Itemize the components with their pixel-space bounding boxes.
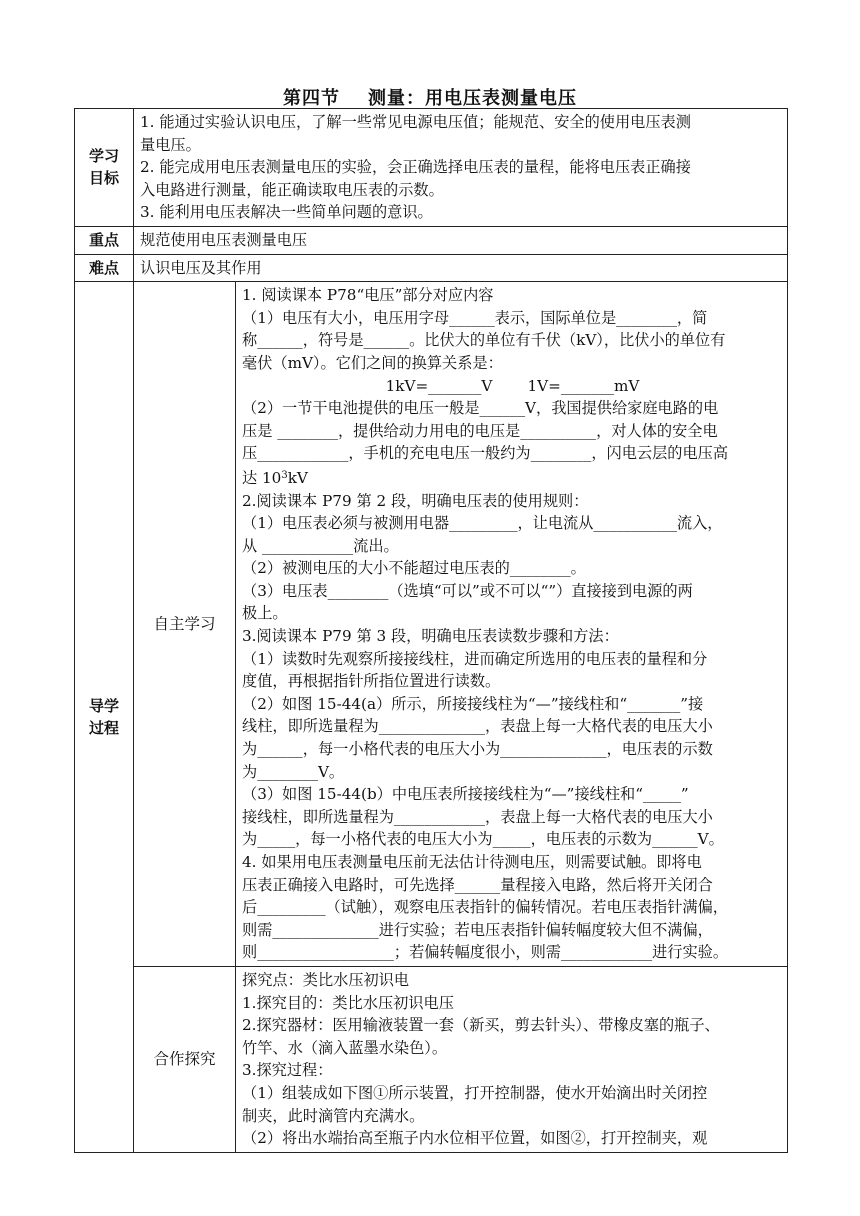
self-study-line: 压____________，手机的充电电压一般约为________，闪电云层的电压高 xyxy=(242,444,728,463)
exponent: 3 xyxy=(281,469,288,481)
cooperative-line: 1.探究目的：类比水压初识电压 xyxy=(242,993,454,1012)
page-title xyxy=(0,84,860,110)
cooperative-line: 竹竿、水（滴入蓝墨水染色）。 xyxy=(242,1038,448,1057)
keypoint-row xyxy=(75,226,788,254)
self-study-line: （1）读数时先观察所接接线柱，进而确定所选用的电压表的量程和分 xyxy=(242,649,708,668)
cooperative-line: 制夹，此时滴管内充满水。 xyxy=(242,1106,425,1125)
keypoint-label: 重点 xyxy=(75,226,134,254)
self-study-line: （3）电压表________（选填“可以”或不可以“”）直接接到电源的两 xyxy=(242,581,693,600)
cooperative-label: 合作探究 xyxy=(134,966,236,1152)
self-study-line: 2.阅读课本 P79 第 2 段，明确电压表的使用规则： xyxy=(242,491,589,510)
self-study-line: 线柱，即所选量程为______________，表盘上每一大格代表的电压大小 xyxy=(242,717,713,736)
cooperative-line: （1）组装成如下图①所示装置，打开控制器，使水开始滴出时关闭控 xyxy=(242,1083,708,1102)
cooperative-line: 探究点：类比水压初识电 xyxy=(242,970,410,989)
cooperative-content xyxy=(236,966,788,1152)
unit-kv: kV xyxy=(287,468,308,487)
keypoint-text: 规范使用电压表测量电压 xyxy=(134,226,788,254)
difficulty-row xyxy=(75,254,788,282)
self-study-line: （2）一节干电池提供的电压一般是______V，我国提供给家庭电路的电 xyxy=(242,399,719,418)
self-study-line: 为______，每一小格代表的电压大小为______________，电压表的示数 xyxy=(242,740,713,759)
goals-line: 入电路进行测量，能正确读取电压表的示数。 xyxy=(140,180,444,199)
self-study-line: 为________V。 xyxy=(242,762,345,781)
difficulty-text: 认识电压及其作用 xyxy=(134,254,788,282)
self-study-line: 后_________（试触），观察电压表指针的偏转情况。若电压表指针满偏， xyxy=(242,898,728,917)
self-study-line: 3.阅读课本 P79 第 3 段，明确电压表读数步骤和方法： xyxy=(242,627,619,646)
self-study-line: 称______，符号是______。比伏大的单位有千伏（kV），比伏小的单位有 xyxy=(242,331,726,350)
lesson-table xyxy=(74,108,788,1153)
self-study-line: 极上。 xyxy=(242,604,288,623)
goals-line: 2. 能完成用电压表测量电压的实验，会正确选择电压表的量程，能将电压表正确接 xyxy=(140,158,691,177)
cooperative-line: 3.探究过程： xyxy=(242,1061,333,1080)
difficulty-label: 难点 xyxy=(75,254,134,282)
cooperative-line: （2）将出水端抬高至瓶子内水位相平位置，如图②，打开控制夹，观 xyxy=(242,1129,708,1148)
self-study-line: （1）电压有大小，电压用字母______表示，国际单位是________，简 xyxy=(242,308,708,327)
self-study-line: 为_____，每一小格代表的电压大小为_____，电压表的示数为______V。 xyxy=(242,830,724,849)
lightning-text: 达 10 xyxy=(242,468,282,487)
self-study-line: （2）被测电压的大小不能超过电压表的________。 xyxy=(242,559,586,578)
self-study-row xyxy=(75,282,788,967)
self-study-line: （2）如图 15-44(a）所示，所接接线柱为“—”接线柱和“_______”接 xyxy=(242,694,704,713)
self-study-content xyxy=(236,282,788,967)
self-study-line: 压表正确接入电路时，可先选择______量程接入电路，然后将开关闭合 xyxy=(242,875,713,894)
lightning-voltage-line xyxy=(242,465,783,490)
goals-content xyxy=(134,109,788,227)
self-study-label: 自主学习 xyxy=(134,282,236,967)
section-number: 第四节 xyxy=(283,88,340,109)
self-study-line: 接线柱，即所选量程为____________，表盘上每一大格代表的电压大小 xyxy=(242,807,713,826)
self-study-line: 度值，再根据指针所指位置进行读数。 xyxy=(242,672,501,691)
conversion-line: 1kV=_______V 1V=_______mV xyxy=(385,376,640,395)
goals-line: 3. 能利用电压表解决一些简单问题的意识。 xyxy=(140,203,433,222)
self-study-line: （1）电压表必须与被测用电器_________，让电流从___________流入， xyxy=(242,514,723,533)
goals-label: 学习 目标 xyxy=(75,109,134,227)
goals-line: 1. 能通过实验认识电压，了解一些常见电源电压值；能规范、安全的使用电压表测 xyxy=(140,113,691,131)
self-study-line: 毫伏（mV）。它们之间的换算关系是： xyxy=(242,353,503,372)
process-label: 导学 过程 xyxy=(75,282,134,1153)
self-study-line: （3）如图 15-44(b）中电压表所接接线柱为“—”接线柱和“_____” xyxy=(242,785,689,804)
self-study-line: 则需______________进行实验；若电压表指针偏转幅度较大但不满偏， xyxy=(242,920,713,939)
goals-row xyxy=(75,109,788,227)
section-title: 测量：用电压表测量电压 xyxy=(368,88,577,109)
cooperative-row xyxy=(75,966,788,1152)
self-study-line: 从 ____________流出。 xyxy=(242,536,399,555)
self-study-line: 则__________________；若偏转幅度很小，则需____________进行实验。 xyxy=(242,943,728,962)
self-study-line: 压是 ________，提供给动力用电的电压是__________，对人体的安全电 xyxy=(242,421,718,440)
self-study-line: 1. 阅读课本 P78“电压”部分对应内容 xyxy=(242,286,494,305)
self-study-line: 4. 如果用电压表测量电压前无法估计待测电压，则需要试触。即将电 xyxy=(242,853,702,871)
goals-line: 量电压。 xyxy=(140,135,201,154)
cooperative-line: 2.探究器材：医用输液装置一套（新买，剪去针头）、带橡皮塞的瓶子、 xyxy=(242,1016,720,1035)
